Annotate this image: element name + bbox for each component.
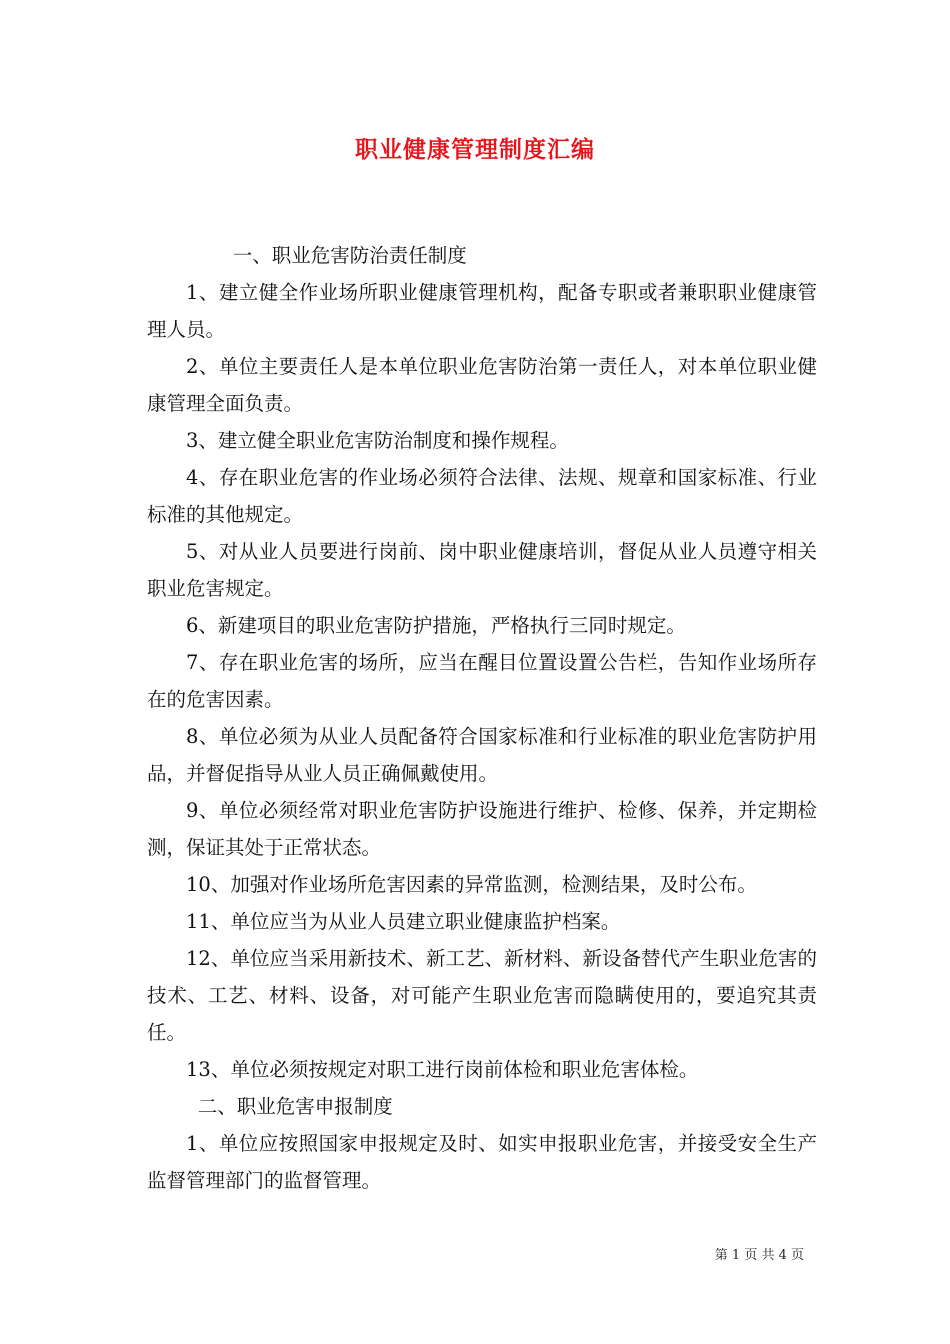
- paragraph: 4、存在职业危害的作业场必须符合法律、法规、规章和国家标准、行业标准的其他规定。: [147, 466, 817, 526]
- paragraph: 3、建立健全职业危害防治制度和操作规程。: [186, 429, 569, 452]
- paragraph: 10、加强对作业场所危害因素的异常监测，检测结果，及时公布。: [186, 873, 757, 896]
- document-body: [147, 237, 817, 1199]
- section-heading: 一、职业危害防治责任制度: [232, 244, 467, 267]
- paragraph: 1、建立健全作业场所职业健康管理机构，配备专职或者兼职职业健康管理人员。: [147, 281, 817, 341]
- paragraph: 5、对从业人员要进行岗前、岗中职业健康培训，督促从业人员遵守相关职业危害规定。: [147, 540, 817, 600]
- paragraph: 1、单位应按照国家申报规定及时、如实申报职业危害，并接受安全生产监督管理部门的监督管理。: [147, 1132, 817, 1192]
- page-indicator: 第 1 页 共 4 页: [714, 1248, 804, 1263]
- paragraph: 7、存在职业危害的场所，应当在醒目位置设置公告栏，告知作业场所存在的危害因素。: [147, 651, 817, 711]
- paragraph: 8、单位必须为从业人员配备符合国家标准和行业标准的职业危害防护用品，并督促指导从业人员正确佩戴使用。: [147, 725, 817, 785]
- paragraph: 13、单位必须按规定对职工进行岗前体检和职业危害体检。: [186, 1058, 699, 1081]
- paragraph: 9、单位必须经常对职业危害防护设施进行维护、检修、保养，并定期检测，保证其处于正常状态。: [147, 799, 817, 859]
- document-title: 职业健康管理制度汇编: [355, 136, 595, 163]
- section-heading: 二、职业危害申报制度: [197, 1095, 393, 1118]
- paragraph: 2、单位主要责任人是本单位职业危害防治第一责任人，对本单位职业健康管理全面负责。: [147, 355, 817, 415]
- paragraph: 11、单位应当为从业人员建立职业健康监护档案。: [186, 910, 621, 933]
- paragraph: 6、新建项目的职业危害防护措施，严格执行三同时规定。: [186, 614, 686, 637]
- paragraph: 12、单位应当采用新技术、新工艺、新材料、新设备替代产生职业危害的技术、工艺、材料、设备，对可能产生职业危害而隐瞒使用的，要追究其责任。: [147, 947, 817, 1044]
